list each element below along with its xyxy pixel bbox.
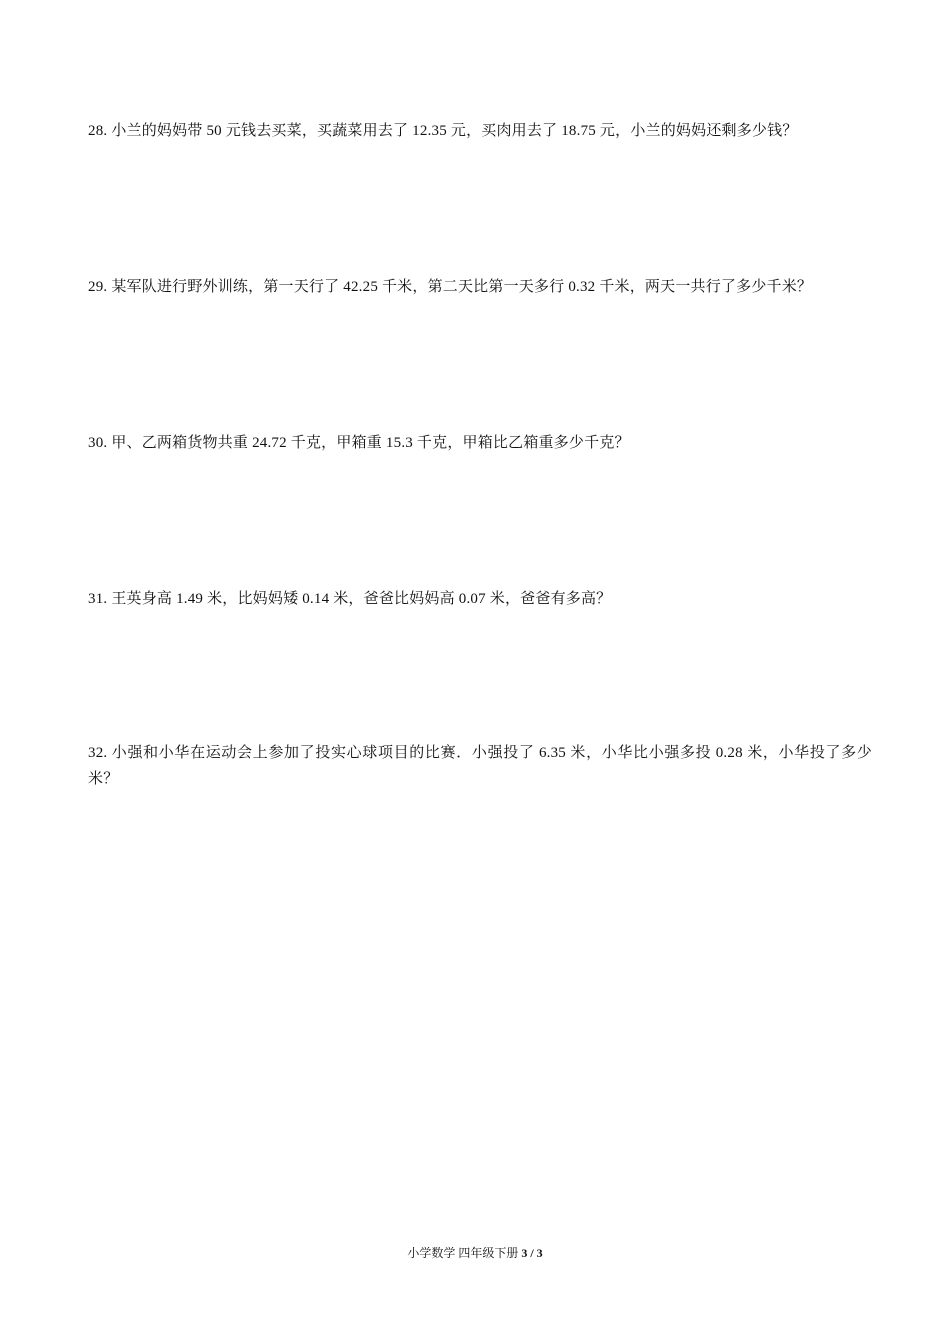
question-30 <box>88 430 872 456</box>
question-text: 小强和小华在运动会上参加了投实心球项目的比赛．小强投了 6.35 米，小华比小强多投 0.28 米，小华投了多少米？ <box>88 745 872 787</box>
page-footer <box>0 1244 950 1262</box>
footer-label: 小学数学 四年级下册 <box>407 1246 522 1260</box>
question-29 <box>88 274 872 300</box>
question-text: 甲、乙两箱货物共重 24.72 千克，甲箱重 15.3 千克，甲箱比乙箱重多少千克？ <box>111 435 630 451</box>
question-number: 30. <box>88 435 108 451</box>
question-text: 某军队进行野外训练，第一天行了 42.25 千米，第二天比第一天多行 0.32 千米，两天一共行了多少千米？ <box>111 279 813 295</box>
question-31 <box>88 586 872 612</box>
question-text: 王英身高 1.49 米，比妈妈矮 0.14 米，爸爸比妈妈高 0.07 米，爸爸有多高？ <box>111 591 612 607</box>
question-number: 28. <box>88 123 108 139</box>
question-number: 32. <box>88 745 108 761</box>
question-32 <box>88 740 872 792</box>
question-number: 31. <box>88 591 108 607</box>
question-number: 29. <box>88 279 108 295</box>
page-number: 3 / 3 <box>521 1246 543 1260</box>
question-28 <box>88 118 872 144</box>
question-text: 小兰的妈妈带 50 元钱去买菜，买蔬菜用去了 12.35 元，买肉用去了 18.75 元，小兰的妈妈还剩多少钱？ <box>111 123 798 139</box>
